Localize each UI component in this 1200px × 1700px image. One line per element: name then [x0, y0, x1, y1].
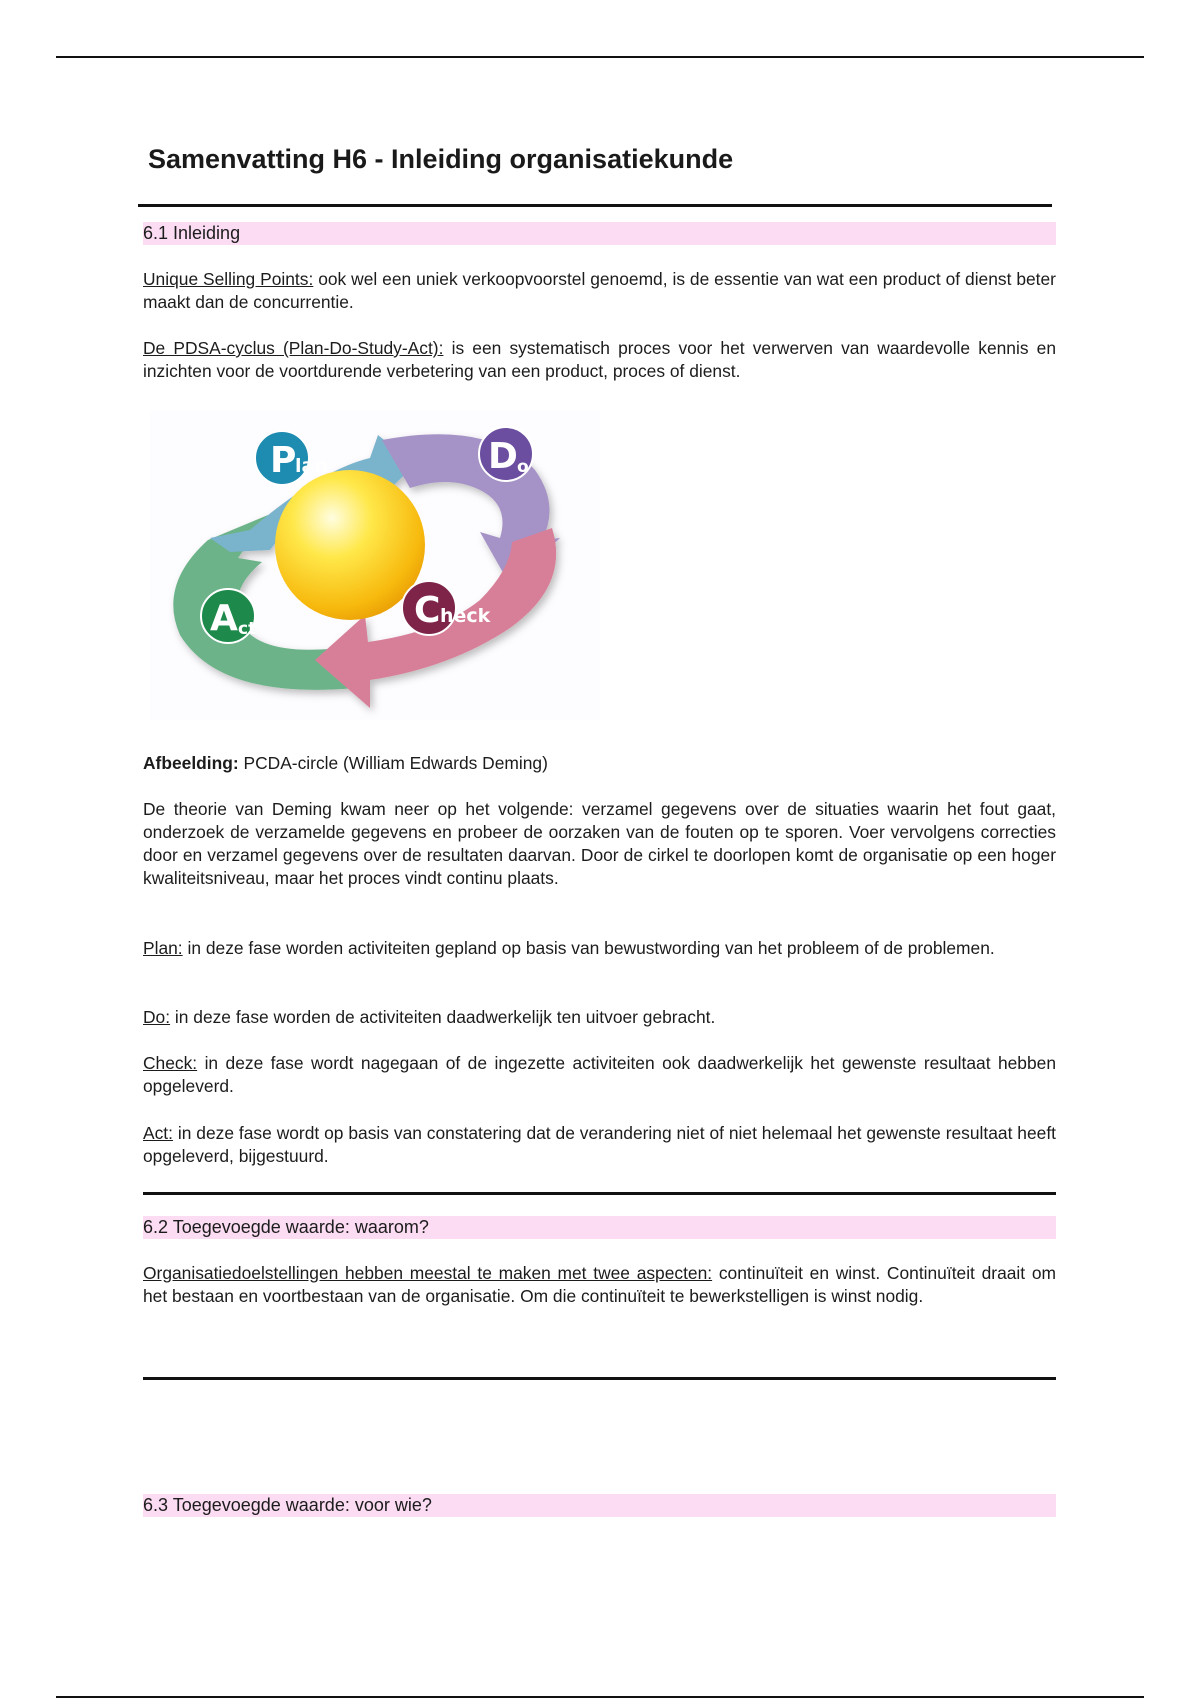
phase-act-term: Act:: [143, 1123, 173, 1143]
do-badge: [479, 427, 533, 481]
phase-plan-paragraph: [143, 937, 1056, 960]
section-heading-6-2: 6.2 Toegevoegde waarde: waarom?: [143, 1216, 1056, 1239]
caption-label: Afbeelding:: [143, 753, 239, 773]
caption-text: PCDA-circle (William Edwards Deming): [243, 753, 548, 773]
title-rule: [138, 204, 1052, 207]
plan-badge-rest: lan: [295, 455, 328, 477]
phase-do-term: Do:: [143, 1007, 171, 1027]
pdsa-text: is een systematisch proces voor het verwerven van waardevolle kennis en inzichten voor de voortdurende verbetering van een product, proces of dienst.: [143, 338, 1057, 381]
pdsa-term: De PDSA-cyclus (Plan-Do-Study-Act):: [143, 338, 444, 358]
do-badge-rest: o: [517, 457, 529, 477]
page-top-rule: [56, 56, 1144, 58]
section-heading-6-3: 6.3 Toegevoegde waarde: voor wie?: [143, 1494, 1056, 1517]
organisatiedoelstellingen-paragraph: [143, 1262, 1056, 1308]
organisatiedoelstellingen-text: continuïteit en winst. Continuïteit draait om het bestaan en voortbestaan van de organisatie. Om die continuïteit te bewerkstelligen is winst nodig.: [143, 1263, 1056, 1306]
page-bottom-rule: [56, 1696, 1144, 1698]
figure-caption: [143, 752, 1056, 775]
section-rule-6-2: [143, 1377, 1056, 1380]
usp-text: ook wel een uniek verkoopvoorstel genoemd, is de essentie van wat een product of dienst beter maakt dan de concurrentie.: [143, 269, 1056, 312]
phase-act-paragraph: [143, 1122, 1056, 1168]
document-title: Samenvatting H6 - Inleiding organisatiekunde: [148, 144, 734, 174]
act-badge-rest: ct: [238, 619, 257, 639]
pdca-cycle-figure: [150, 410, 600, 720]
check-badge: [402, 581, 491, 635]
do-badge-initial: D: [488, 436, 518, 477]
section-rule-6-1: [143, 1192, 1056, 1195]
phase-act-text: in deze fase wordt op basis van constatering dat de verandering niet of niet helemaal het gewenste resultaat heeft opgeleverd, bijgestuurd.: [143, 1123, 1056, 1166]
phase-check-term: Check:: [143, 1053, 198, 1073]
usp-paragraph: [143, 268, 1056, 314]
sun-sphere: [275, 470, 425, 620]
phase-check-paragraph: [143, 1052, 1056, 1098]
act-badge-initial: A: [210, 598, 238, 639]
check-badge-rest: heck: [440, 605, 491, 627]
phase-do-paragraph: [143, 1006, 1056, 1029]
organisatiedoelstellingen-term: Organisatiedoelstellingen hebben meestal te maken met twee aspecten:: [143, 1263, 713, 1283]
phase-do-text: in deze fase worden de activiteiten daadwerkelijk ten uitvoer gebracht.: [174, 1007, 716, 1027]
phase-check-text: in deze fase wordt nagegaan of de ingezette activiteiten ook daadwerkelijk het gewenste resultaat hebben opgeleverd.: [143, 1053, 1056, 1096]
act-badge: [201, 589, 256, 643]
pdsa-paragraph: [143, 337, 1056, 383]
section-heading-6-1: 6.1 Inleiding: [143, 222, 1056, 245]
deming-paragraph: De theorie van Deming kwam neer op het volgende: verzamel gegevens over de situaties waarin het fout gaat, onderzoek de verzamelde gegevens en probeer de oorzaken van de fouten op te sporen. Voer vervolgens correcties door en verzamel gegevens over de resultaten daarvan. Door de cirkel te doorlopen komt de organisatie op een hoger kwaliteitsniveau, maar het proces vindt continu plaats.: [143, 799, 1056, 888]
phase-plan-text: in deze fase worden activiteiten gepland op basis van bewustwording van het probleem of de problemen.: [187, 938, 995, 958]
usp-term: Unique Selling Points:: [143, 269, 314, 289]
phase-plan-term: Plan:: [143, 938, 183, 958]
pdca-cycle-diagram: [150, 410, 600, 720]
plan-badge: [255, 431, 328, 485]
check-badge-initial: C: [414, 590, 441, 631]
plan-badge-initial: P: [270, 440, 297, 481]
